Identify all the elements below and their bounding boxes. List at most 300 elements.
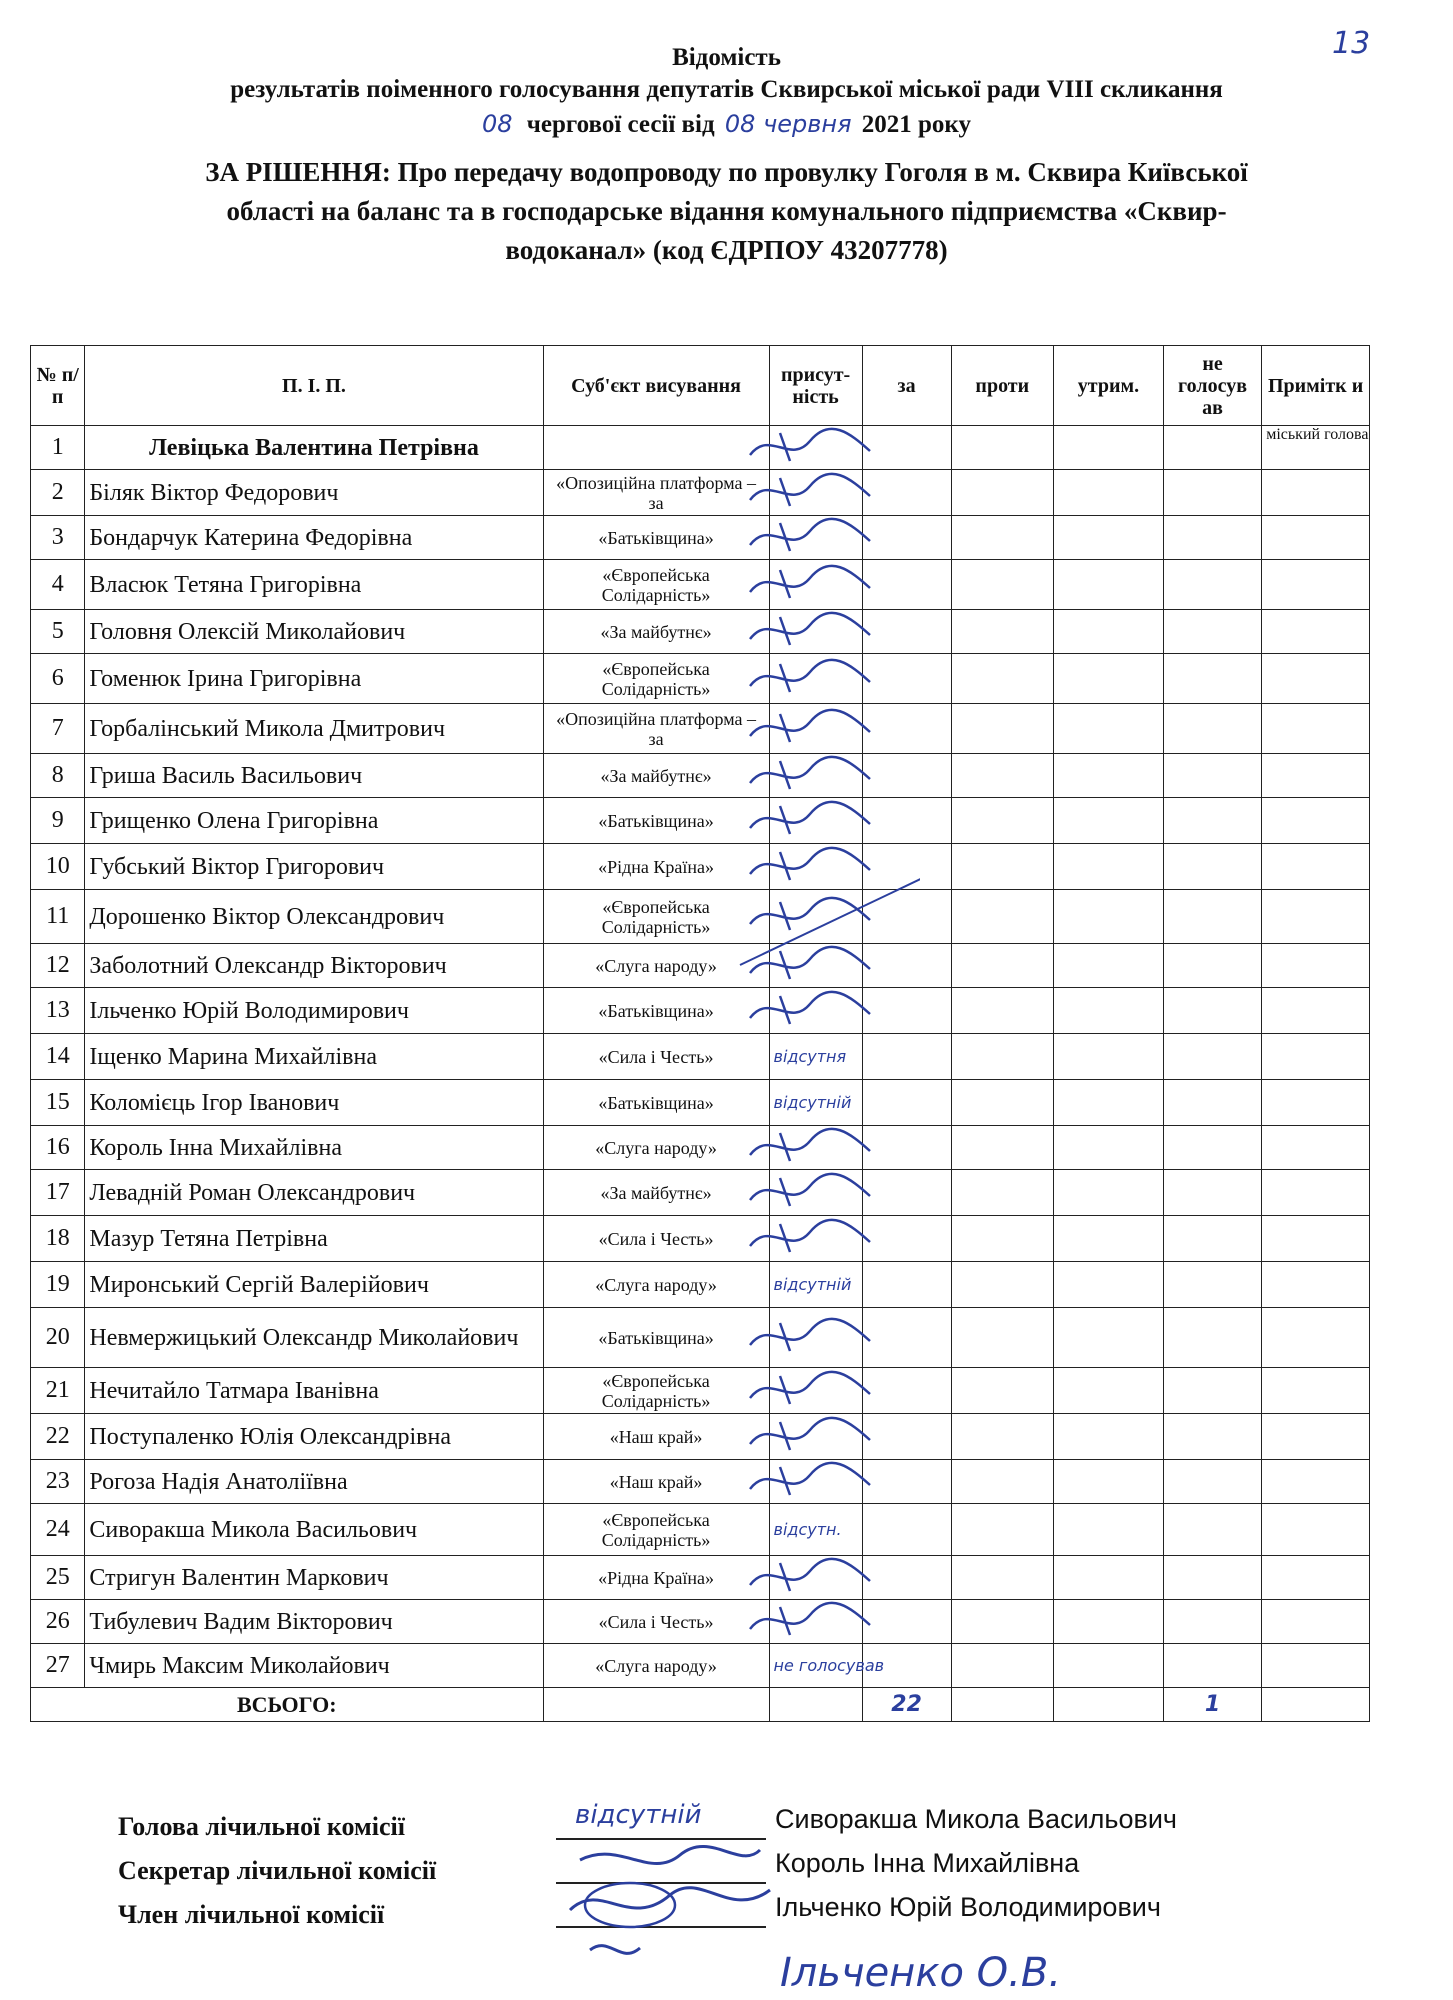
row-name: Стригун Валентин Маркович	[85, 1556, 543, 1600]
row-note	[1262, 560, 1370, 610]
row-present	[769, 704, 862, 754]
session-date: 08 червня	[724, 110, 852, 138]
row-ne-golosuvav	[1163, 944, 1261, 988]
row-present	[769, 1460, 862, 1504]
handwritten-bottom-note: Ільченко О.В.	[780, 1950, 1062, 1996]
row-number: 22	[31, 1414, 85, 1460]
row-name: Бондарчук Катерина Федорівна	[85, 516, 543, 560]
row-number: 8	[31, 754, 85, 798]
row-proty	[951, 426, 1054, 470]
row-party: «Батьківщина»	[543, 1080, 769, 1126]
row-name: Ільченко Юрій Володимирович	[85, 988, 543, 1034]
row-ne-golosuvav	[1163, 1644, 1261, 1688]
row-ne-golosuvav	[1163, 1504, 1261, 1556]
col-za: за	[862, 346, 951, 426]
row-name: Губський Віктор Григорович	[85, 844, 543, 890]
row-utrym	[1054, 560, 1164, 610]
row-utrym	[1054, 1556, 1164, 1600]
table-row	[31, 1170, 1370, 1216]
row-name: Дорошенко Віктор Олександрович	[85, 890, 543, 944]
row-utrym	[1054, 890, 1164, 944]
row-utrym	[1054, 470, 1164, 516]
row-proty	[951, 798, 1054, 844]
row-name: Король Інна Михайлівна	[85, 1126, 543, 1170]
row-party: «Опозиційна платформа – за	[543, 704, 769, 754]
total-notes	[1262, 1688, 1370, 1722]
row-note	[1262, 1460, 1370, 1504]
row-proty	[951, 610, 1054, 654]
table-row	[31, 1556, 1370, 1600]
total-party	[543, 1688, 769, 1722]
row-proty	[951, 1262, 1054, 1308]
document-title: Відомість	[672, 44, 781, 71]
row-za	[862, 988, 951, 1034]
row-present	[769, 654, 862, 704]
row-number: 9	[31, 798, 85, 844]
total-row	[31, 1688, 1370, 1722]
row-proty	[951, 1126, 1054, 1170]
row-proty	[951, 1308, 1054, 1368]
row-party	[543, 426, 769, 470]
row-number: 11	[31, 890, 85, 944]
col-number: № п/п	[31, 346, 85, 426]
row-utrym	[1054, 704, 1164, 754]
row-name: Власюк Тетяна Григорівна	[85, 560, 543, 610]
table-row	[31, 1368, 1370, 1414]
table-row	[31, 610, 1370, 654]
row-present	[769, 1216, 862, 1262]
row-present: відсутня	[769, 1034, 862, 1080]
row-za	[862, 1556, 951, 1600]
row-name: Біляк Віктор Федорович	[85, 470, 543, 516]
row-number: 7	[31, 704, 85, 754]
row-ne-golosuvav	[1163, 516, 1261, 560]
row-za	[862, 754, 951, 798]
row-utrym	[1054, 1414, 1164, 1460]
row-number: 14	[31, 1034, 85, 1080]
commission-signatures	[560, 1840, 790, 1970]
decision-line-2: області на баланс та в господарське відання комунального підприємства «Сквир-	[226, 196, 1227, 226]
table-row	[31, 1080, 1370, 1126]
row-note	[1262, 1556, 1370, 1600]
table-row	[31, 844, 1370, 890]
row-present: відсутній	[769, 1080, 862, 1126]
row-proty	[951, 654, 1054, 704]
row-utrym	[1054, 516, 1164, 560]
row-number: 24	[31, 1504, 85, 1556]
col-proty: проти	[951, 346, 1054, 426]
row-za	[862, 1080, 951, 1126]
row-ne-golosuvav	[1163, 1414, 1261, 1460]
row-note	[1262, 516, 1370, 560]
row-present	[769, 988, 862, 1034]
col-ne-golosuvav: не голосув ав	[1163, 346, 1261, 426]
row-za	[862, 1170, 951, 1216]
row-za	[862, 944, 951, 988]
col-utrym: утрим.	[1054, 346, 1164, 426]
row-party: «Рідна Країна»	[543, 1556, 769, 1600]
row-proty	[951, 1216, 1054, 1262]
row-party: «Батьківщина»	[543, 798, 769, 844]
row-ne-golosuvav	[1163, 890, 1261, 944]
row-ne-golosuvav	[1163, 1080, 1261, 1126]
row-utrym	[1054, 754, 1164, 798]
row-number: 17	[31, 1170, 85, 1216]
row-name: Миронський Сергій Валерійович	[85, 1262, 543, 1308]
table-row	[31, 426, 1370, 470]
row-za	[862, 654, 951, 704]
row-proty	[951, 1368, 1054, 1414]
row-present	[769, 610, 862, 654]
row-note	[1262, 610, 1370, 654]
row-number: 19	[31, 1262, 85, 1308]
row-present	[769, 516, 862, 560]
row-present	[769, 1126, 862, 1170]
row-ne-golosuvav	[1163, 1556, 1261, 1600]
table-row	[31, 944, 1370, 988]
table-row	[31, 1600, 1370, 1644]
row-proty	[951, 470, 1054, 516]
document-subtitle: результатів поіменного голосування депутатів Сквирської міської ради VIII скликання	[230, 76, 1223, 103]
row-present	[769, 890, 862, 944]
row-party: «Сила і Честь»	[543, 1600, 769, 1644]
row-note	[1262, 654, 1370, 704]
row-ne-golosuvav	[1163, 1216, 1261, 1262]
row-za	[862, 704, 951, 754]
row-name: Заболотний Олександр Вікторович	[85, 944, 543, 988]
row-proty	[951, 844, 1054, 890]
row-name: Невмержицький Олександр Миколайович	[85, 1308, 543, 1368]
row-present	[769, 1308, 862, 1368]
row-ne-golosuvav	[1163, 426, 1261, 470]
row-name: Поступаленко Юлія Олександрівна	[85, 1414, 543, 1460]
row-present: відсутн.	[769, 1504, 862, 1556]
row-note	[1262, 704, 1370, 754]
row-party: «Європейська Солідарність»	[543, 560, 769, 610]
session-label: чергової сесії від	[526, 111, 715, 138]
row-party: «Слуга народу»	[543, 944, 769, 988]
row-party: «Слуга народу»	[543, 1126, 769, 1170]
row-note	[1262, 1504, 1370, 1556]
row-name: Левіцька Валентина Петрівна	[85, 426, 543, 470]
row-ne-golosuvav	[1163, 470, 1261, 516]
row-present	[769, 1414, 862, 1460]
row-note	[1262, 1126, 1370, 1170]
row-ne-golosuvav	[1163, 1600, 1261, 1644]
row-za	[862, 1414, 951, 1460]
row-party: «Сила і Честь»	[543, 1216, 769, 1262]
row-za	[862, 798, 951, 844]
row-za	[862, 1504, 951, 1556]
row-za	[862, 1262, 951, 1308]
row-ne-golosuvav	[1163, 754, 1261, 798]
row-proty	[951, 516, 1054, 560]
row-party: «За майбутнє»	[543, 1170, 769, 1216]
row-name: Коломієць Ігор Іванович	[85, 1080, 543, 1126]
row-proty	[951, 890, 1054, 944]
row-name: Чмирь Максим Миколайович	[85, 1644, 543, 1688]
row-ne-golosuvav	[1163, 704, 1261, 754]
row-party: «Наш край»	[543, 1414, 769, 1460]
table-row	[31, 516, 1370, 560]
row-note	[1262, 1262, 1370, 1308]
row-number: 4	[31, 560, 85, 610]
row-utrym	[1054, 1170, 1164, 1216]
row-present	[769, 944, 862, 988]
row-party: «Опозиційна платформа – за	[543, 470, 769, 516]
col-notes: Примітк и	[1262, 346, 1370, 426]
row-name: Горбалінський Микола Дмитрович	[85, 704, 543, 754]
row-party: «Слуга народу»	[543, 1262, 769, 1308]
row-za	[862, 560, 951, 610]
row-note	[1262, 1308, 1370, 1368]
row-utrym	[1054, 1126, 1164, 1170]
row-party: «Наш край»	[543, 1460, 769, 1504]
page-number: 13	[1332, 26, 1371, 61]
table-row	[31, 1504, 1370, 1556]
row-name: Рогоза Надія Анатоліївна	[85, 1460, 543, 1504]
table-row	[31, 704, 1370, 754]
row-za	[862, 610, 951, 654]
row-proty	[951, 988, 1054, 1034]
row-present	[769, 798, 862, 844]
row-number: 26	[31, 1600, 85, 1644]
table-row	[31, 1262, 1370, 1308]
row-proty	[951, 704, 1054, 754]
commission-names	[775, 1797, 1177, 1929]
table-row	[31, 1308, 1370, 1368]
row-present	[769, 1368, 862, 1414]
row-name: Гриша Василь Васильович	[85, 754, 543, 798]
row-note	[1262, 890, 1370, 944]
row-ne-golosuvav	[1163, 988, 1261, 1034]
row-number: 20	[31, 1308, 85, 1368]
row-note	[1262, 1414, 1370, 1460]
row-name: Грищенко Олена Григорівна	[85, 798, 543, 844]
row-ne-golosuvav	[1163, 1368, 1261, 1414]
row-number: 16	[31, 1126, 85, 1170]
row-za	[862, 890, 951, 944]
row-note	[1262, 1170, 1370, 1216]
row-party: «За майбутнє»	[543, 610, 769, 654]
table-row	[31, 1414, 1370, 1460]
voting-table	[30, 345, 1370, 1722]
total-label: ВСЬОГО:	[31, 1688, 544, 1722]
table-row	[31, 1644, 1370, 1688]
chair-absent-mark: відсутній	[575, 1800, 702, 1830]
row-utrym	[1054, 1644, 1164, 1688]
row-note	[1262, 1600, 1370, 1644]
row-utrym	[1054, 610, 1164, 654]
row-number: 5	[31, 610, 85, 654]
row-name: Іщенко Марина Михайлівна	[85, 1034, 543, 1080]
row-ne-golosuvav	[1163, 798, 1261, 844]
row-note	[1262, 1368, 1370, 1414]
total-ne-golosuvav: 1	[1163, 1688, 1261, 1722]
row-present	[769, 754, 862, 798]
table-row	[31, 1126, 1370, 1170]
row-za	[862, 1368, 951, 1414]
table-row	[31, 754, 1370, 798]
row-number: 12	[31, 944, 85, 988]
total-present	[769, 1688, 862, 1722]
row-proty	[951, 560, 1054, 610]
row-number: 6	[31, 654, 85, 704]
row-utrym	[1054, 1034, 1164, 1080]
row-party: «Європейська Солідарність»	[543, 1368, 769, 1414]
table-row	[31, 798, 1370, 844]
row-number: 1	[31, 426, 85, 470]
row-za	[862, 1600, 951, 1644]
row-name: Мазур Тетяна Петрівна	[85, 1216, 543, 1262]
row-name: Сиворакша Микола Васильович	[85, 1504, 543, 1556]
row-number: 13	[31, 988, 85, 1034]
row-utrym	[1054, 1600, 1164, 1644]
row-name: Гоменюк Ірина Григорівна	[85, 654, 543, 704]
row-proty	[951, 1414, 1054, 1460]
row-present	[769, 470, 862, 516]
row-za	[862, 470, 951, 516]
row-present	[769, 1556, 862, 1600]
row-proty	[951, 1170, 1054, 1216]
row-note	[1262, 470, 1370, 516]
row-note	[1262, 754, 1370, 798]
row-number: 27	[31, 1644, 85, 1688]
row-za	[862, 1460, 951, 1504]
row-ne-golosuvav	[1163, 1308, 1261, 1368]
session-number: 08	[481, 110, 513, 138]
decision-line-3: водоканал» (код ЄДРПОУ 43207778)	[505, 235, 948, 265]
secretary-name: Король Інна Михайлівна	[775, 1848, 1080, 1878]
member-name: Ільченко Юрій Володимирович	[775, 1892, 1161, 1922]
table-row	[31, 470, 1370, 516]
table-row	[31, 560, 1370, 610]
row-proty	[951, 1034, 1054, 1080]
session-year: 2021 року	[861, 111, 971, 138]
row-party: «Європейська Солідарність»	[543, 654, 769, 704]
row-proty	[951, 754, 1054, 798]
row-present	[769, 560, 862, 610]
row-party: «Слуга народу»	[543, 1644, 769, 1688]
table-row	[31, 654, 1370, 704]
row-utrym	[1054, 1504, 1164, 1556]
row-proty	[951, 1460, 1054, 1504]
row-ne-golosuvav	[1163, 654, 1261, 704]
row-present	[769, 426, 862, 470]
row-utrym	[1054, 426, 1164, 470]
row-ne-golosuvav	[1163, 1460, 1261, 1504]
row-number: 15	[31, 1080, 85, 1126]
row-proty	[951, 1644, 1054, 1688]
row-ne-golosuvav	[1163, 844, 1261, 890]
total-utrym	[1054, 1688, 1164, 1722]
row-za	[862, 1034, 951, 1080]
row-present	[769, 844, 862, 890]
col-name: П. І. П.	[85, 346, 543, 426]
row-ne-golosuvav	[1163, 1170, 1261, 1216]
row-proty	[951, 1556, 1054, 1600]
row-note	[1262, 1034, 1370, 1080]
row-za	[862, 1126, 951, 1170]
row-utrym	[1054, 1308, 1164, 1368]
row-za	[862, 516, 951, 560]
row-ne-golosuvav	[1163, 1126, 1261, 1170]
row-za	[862, 426, 951, 470]
member-label: Член лічильної комісії	[118, 1900, 385, 1929]
row-utrym	[1054, 988, 1164, 1034]
row-present	[769, 1600, 862, 1644]
table-row	[31, 1460, 1370, 1504]
row-party: «Батьківщина»	[543, 516, 769, 560]
row-number: 25	[31, 1556, 85, 1600]
row-number: 2	[31, 470, 85, 516]
commission-labels	[118, 1805, 436, 1937]
row-number: 21	[31, 1368, 85, 1414]
row-za	[862, 1216, 951, 1262]
row-note	[1262, 988, 1370, 1034]
row-utrym	[1054, 798, 1164, 844]
table-header-row	[31, 346, 1370, 426]
row-name: Тибулевич Вадим Вікторович	[85, 1600, 543, 1644]
row-name: Левадній Роман Олександрович	[85, 1170, 543, 1216]
row-ne-golosuvav	[1163, 560, 1261, 610]
row-number: 3	[31, 516, 85, 560]
row-number: 10	[31, 844, 85, 890]
row-ne-golosuvav	[1163, 610, 1261, 654]
row-number: 18	[31, 1216, 85, 1262]
row-proty	[951, 1080, 1054, 1126]
row-present	[769, 1170, 862, 1216]
col-present: присут-ність	[769, 346, 862, 426]
row-za	[862, 1308, 951, 1368]
row-note	[1262, 844, 1370, 890]
row-party: «За майбутнє»	[543, 754, 769, 798]
table-row	[31, 1216, 1370, 1262]
row-utrym	[1054, 844, 1164, 890]
row-party: «Батьківщина»	[543, 1308, 769, 1368]
row-utrym	[1054, 1262, 1164, 1308]
row-note: міський голова	[1262, 426, 1370, 470]
row-note	[1262, 1216, 1370, 1262]
row-party: «Сила і Честь»	[543, 1034, 769, 1080]
row-present: не голосував	[769, 1644, 862, 1688]
chair-label: Голова лічильної комісії	[118, 1812, 405, 1841]
row-note	[1262, 798, 1370, 844]
col-party: Суб'єкт висування	[543, 346, 769, 426]
table-row	[31, 988, 1370, 1034]
row-party: «Європейська Солідарність»	[543, 890, 769, 944]
row-utrym	[1054, 654, 1164, 704]
table-row	[31, 890, 1370, 944]
row-proty	[951, 944, 1054, 988]
decision-line-1: ЗА РІШЕННЯ: Про передачу водопроводу по провулку Гоголя в м. Сквира Київської	[205, 157, 1248, 187]
row-utrym	[1054, 1460, 1164, 1504]
row-utrym	[1054, 1080, 1164, 1126]
row-note	[1262, 1080, 1370, 1126]
row-proty	[951, 1504, 1054, 1556]
total-proty	[951, 1688, 1054, 1722]
row-present: відсутній	[769, 1262, 862, 1308]
total-za: 22	[862, 1688, 951, 1722]
row-party: «Європейська Солідарність»	[543, 1504, 769, 1556]
row-ne-golosuvav	[1163, 1034, 1261, 1080]
row-party: «Батьківщина»	[543, 988, 769, 1034]
row-utrym	[1054, 1368, 1164, 1414]
row-name: Нечитайло Татмара Іванівна	[85, 1368, 543, 1414]
chair-name: Сиворакша Микола Васильович	[775, 1804, 1177, 1834]
table-row	[31, 1034, 1370, 1080]
row-utrym	[1054, 1216, 1164, 1262]
